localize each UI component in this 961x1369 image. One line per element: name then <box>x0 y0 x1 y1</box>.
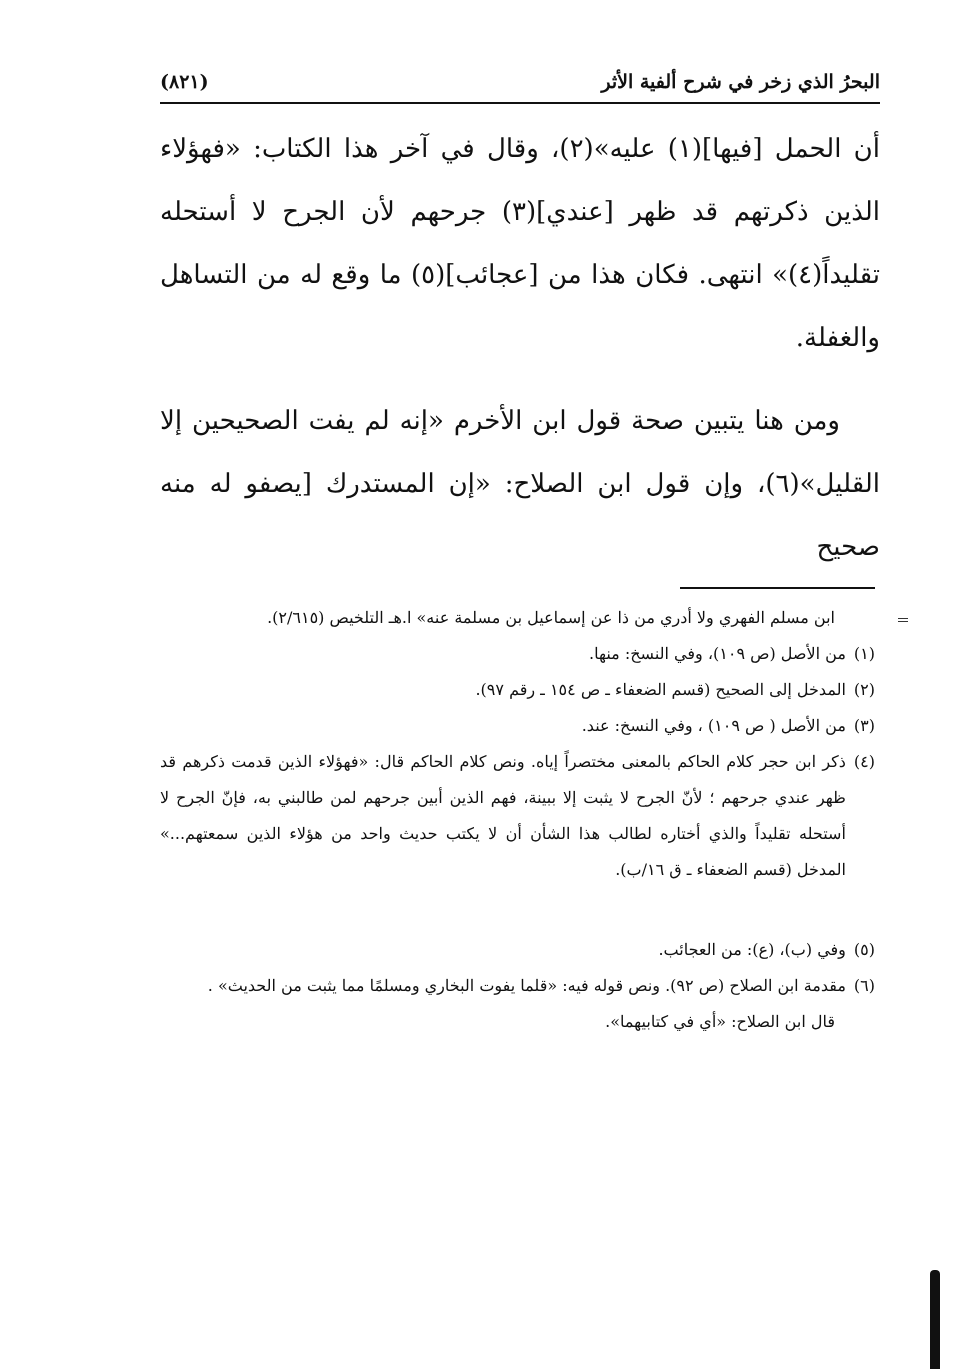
footnote-number: (٣) <box>853 716 875 735</box>
footnote <box>160 636 875 672</box>
scan-edge-mark <box>930 1270 940 1369</box>
footnote <box>160 672 875 708</box>
paragraph: أن الحمل [فيها](١) عليه»(٢)، وقال في آخر هذا الكتاب: «فهؤلاء الذين ذكرتهم قد ظهر [عندي](٣) جرحهم لأن الجرح لا أستحله تقليداً(٤)» انتهى. فكان هذا من [عجائب](٥) ما وقع له من التساهل والغفلة. <box>160 134 881 353</box>
footnote-number: (٢) <box>853 680 875 699</box>
footnote-text: ذكر ابن حجر كلام الحاكم بالمعنى مختصراً إياه. ونص كلام الحاكم قال: «فهؤلاء الذين قدمت ذكرهم قد ظهر عندي جرحهم ؛ لأنّ الجرح لا يثبت إلا ببينة، فهم الذين أبين جرحهم لمن طالبني به، فإنّ الجرح لا أستحله تقليداً والذي أختاره لطالب هذا الشأن أن لا يكتب حديث واحد من هؤلاء الذين سمعتهم...» المدخل (قسم الضعفاء ـ ق ١٦/ب). <box>160 752 846 879</box>
footnote-text: وفي (ب)، (ع): من العجائب. <box>658 940 846 959</box>
footnote <box>160 968 875 1004</box>
paragraph: ومن هنا يتبين صحة قول ابن الأخرم «إنه لم يفت الصحيحين إلا القليل»(٦)، وإن قول ابن الصلاح: «إن المستدرك [يصفو له منه صحيح <box>160 406 880 562</box>
footnote <box>160 744 875 888</box>
book-title: البحرُ الذي زخر في شرح ألفية الأثر <box>601 71 880 93</box>
footnote-text: من الأصل (ص ١٠٩)، وفي النسخ: منها. <box>589 644 846 663</box>
footnote-text: المدخل إلى الصحيح (قسم الضعفاء ـ ص ١٥٤ ـ رقم ٩٧). <box>475 680 846 699</box>
footnote-continuation: ابن مسلم الفهري ولا أدري من ذا عن إسماعيل بن مسلمة عنه» ا.هـ التلخيص (٢/٦١٥). <box>267 608 835 627</box>
footnote-number: (١) <box>853 644 875 663</box>
footnote-number: (٤) <box>853 752 875 771</box>
footnote-extra-line: قال ابن الصلاح: «أي في كتابيهما». <box>605 1012 835 1031</box>
main-text <box>160 118 880 579</box>
footnote-list <box>160 636 875 888</box>
footnote <box>160 932 875 968</box>
footnote-number: (٥) <box>853 940 875 959</box>
footnote-list <box>160 932 875 1004</box>
footnote-separator <box>680 587 875 589</box>
footnote-text: مقدمة ابن الصلاح (ص ٩٢). ونص قوله فيه: «قلما يفوت البخاري ومسلمًا مما يثبت من الحديث» . <box>207 976 846 995</box>
spacer <box>160 888 875 932</box>
footnote-number: (٦) <box>853 976 875 995</box>
footnote-text: من الأصل ( ص ١٠٩) ، وفي النسخ: عند. <box>581 716 846 735</box>
footnotes <box>160 600 875 1040</box>
page-number: (٨٢١) <box>160 71 209 93</box>
footnote <box>160 708 875 744</box>
continuation-mark <box>898 618 908 622</box>
page-header <box>160 62 880 104</box>
